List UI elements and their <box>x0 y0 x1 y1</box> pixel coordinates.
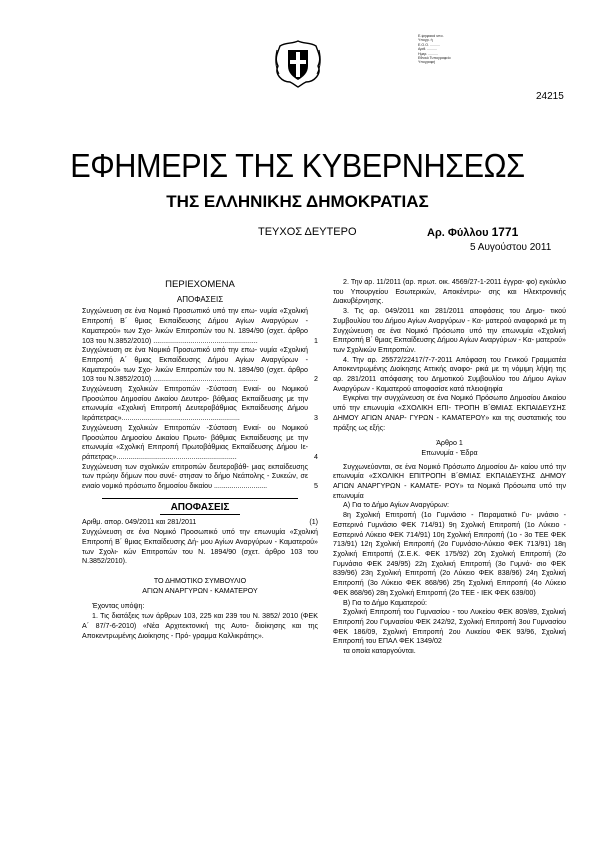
sheet-number: 1771 <box>491 225 519 239</box>
decisions-heading: ΑΠΟΦΑΣΕΙΣ <box>170 501 230 513</box>
article-paragraph-1: Συγχωνεύονται, σε ένα Νομικό Πρόσωπο Δημοσίου Δι- καίου υπό την επωνυμία «ΣΧΟΛΙΚΗ ΕΠΙΤΡΟΠΗ Β΄ΘΜΙΑΣ ΕΚΠΑΙΔΕΥΣΗΣ ΔΗΜΟΥ ΑΓΙΩΝ ΑΝΑΡΓΥΡΩΝ - ΚΑΜΑΤΕ- ΡΟΥ» τα Νομικά Πρόσωπα υπό την επωνυμία <box>333 462 566 500</box>
stamp-line: Υπογρ. ή <box>418 38 433 43</box>
stamp-line: Ε.Ο.Ο. .......... <box>418 42 440 47</box>
toc-item[interactable] <box>82 346 318 385</box>
toc-item-number: 2 <box>314 375 318 384</box>
section-divider <box>102 498 298 499</box>
toc-item[interactable] <box>82 385 318 424</box>
contents-decisions-heading: ΑΠΟΦΑΣΕΙΣ <box>176 294 224 304</box>
toc-item-text: Συγχώνευση σε ένα Νομικό Προσωπικό υπό την επω- νυμία «Σχολική Επιτροπή Β΄ θμιας Εκπαίδευσης Δήμου Αγίων Αναργύρων - Καματερού» των Σχο- λικών Επιτροπών του Ν. 1894/90 (σχετ. άρθρο 103 του Ν.3852/2010) ..................................................... <box>82 307 308 345</box>
article-paragraph-a: Α) Για το Δήμο Αγίων Αναργύρων: <box>343 501 450 510</box>
issue-label: ΤΕΥΧΟΣ ΔΕΥΤΕΡΟ <box>258 226 357 238</box>
stamp-line: Ημερ. .......... <box>418 51 439 56</box>
decision-subject: Συγχώνευση σε ένα Νομικό Προσωπικό υπό την επωνυμία «Σχολική Επιτροπή Β΄ θμιας Εκπαίδευσης Δή- μου Αγίων Αναργύρων - Καματερού» των Σχολι- κών Επιτροπών του Ν. 1894/90 (σχετ. άρθρο 103 του Ν.3852/2010). <box>82 528 318 566</box>
greek-coat-of-arms-icon <box>272 40 324 88</box>
paragraph-4: 4. Την αρ. 25572/22417/7-7-2011 Απόφαση του Γενικού Γραμματέα Αποκεντρωμένης Διοίκησης Αττικής αναφο- ρικά με τη νόμιμη λήψη της αρ. 281/2011 απόφασης του Δημοτικού Συμβουλίου του Δήμου Αγίων Αναργύρων - Καματερού αποφασίσε κατά πλειοψηφία <box>333 355 566 393</box>
toc-item-text: Συγχώνευση των σχολικών επιτροπών δευτεροβάθ- μιας εκπαίδευσης των πρώην δήμων που συνέ- στησαν το δήμο Νεάπολης - Συκεών, σε ενιαίο νομικό πρόσωπο δημοσίου δικαίου ........................... <box>82 462 308 491</box>
decision-reference <box>82 518 318 528</box>
toc-item-text: Συγχώνευση Σχολικών Επιτροπών -Σύσταση Ενιαί- ου Νομικού Προσώπου Δημοσίου Δικαίου Δευτερο- βάθμιας Εκπαίδευσης με την επωνυμία «Σχολική Επιτροπή Δευτεροβάθμιας Εκπαίδευσης Δήμου Ιεράπετρας»............................................................ <box>82 385 308 423</box>
decision-ref-text: Αριθμ. απορ. 049/2011 και 281/2011 <box>82 518 197 527</box>
article-paragraph-closing: τα οποία καταργούνται. <box>343 647 416 656</box>
toc-item[interactable] <box>82 463 318 492</box>
stamp-line: Υπογραφή <box>418 60 436 65</box>
contents-heading: ΠΕΡΙΕΧΟΜΕΝΑ <box>165 279 235 290</box>
stamp-line: Ε-ψηφιακά υπο. <box>418 34 444 38</box>
gazette-subtitle: ΤΗΣ ΕΛΛΗΝΙΚΗΣ ΔΗΜΟΚΡΑΤΙΑΣ <box>166 192 429 211</box>
stamp-line: Αριθ. .......... <box>418 47 438 52</box>
sheet-label: Αρ. Φύλλου <box>427 227 492 239</box>
toc-item-number: 4 <box>314 452 318 461</box>
stamp-line: Εθνικό Τυπογραφείο <box>418 56 451 61</box>
article-paragraph-b: Β) Για το Δήμο Καματερού: <box>343 598 427 607</box>
sheet-number-label <box>427 225 518 239</box>
paragraph-1: 1. Τις διατάξεις των άρθρων 103, 225 και 239 του Ν. 3852/ 2010 (ΦΕΚ Α΄ 87/7-6-2010) «Νέα Αρχιτεκτονική της Αυτο- διοίκησης και της Αποκεντρωμένης Διοίκησης - Πρό- γραμμα Καλλικράτης». <box>82 612 318 640</box>
considering-label: Έχοντας υπόψη: <box>92 602 145 611</box>
article-title: Επωνυμία - Έδρα <box>421 448 478 457</box>
page-number: 24215 <box>536 91 564 102</box>
toc-item[interactable] <box>82 424 318 463</box>
article-paragraph-committees-a: 8η Σχολική Επιτροπή (1ο Γυμνάσιο - Πειραματικό Γυ- μνάσιο - Εσπερινό Γυμνάσιο ΦΕΚ 714/91) 9η Σχολική Επιτροπή (1ο Λύκειο - Εσπερινό Λύκειο ΦΕΚ 714/91) 10η Σχολική Επιτροπή (1ο - 3ο ΤΕΕ ΦΕΚ 713/91) 12η Σχολική Επιτροπή (2ο Γυμνάσιο-Λύκειο ΦΕΚ 713/91) 18η Σχολική Επιτροπή (Σ.Ε.Κ. ΦΕΚ 175/92) 20η Σχολική Επιτροπή (2ο Γυμνάσιο ΦΕΚ 249/95) 22η Σχολική Επιτροπή (3ο Γυμνά- σιο ΦΕΚ 839/96) 23η Σχολική Επιτροπή (2ο Λύκειο ΦΕΚ 838/96) 24η Σχολική Επιτροπή (3ο Λύκειο ΦΕΚ 868/96) 25η Σχολική Επιτροπή (4ο Λύκειο ΦΕΚ 868/96) 28η Σχολική Επιτροπή (2ο ΤΕΕ - ΙΕΚ ΦΕΚ 639/00) <box>333 511 566 597</box>
council-line-2: ΑΓΙΩΝ ΑΝΑΡΓΥΡΩΝ - ΚΑΜΑΤΕΡΟΥ <box>142 586 258 595</box>
toc-item-number: 5 <box>314 482 318 491</box>
right-column <box>333 278 566 657</box>
table-of-contents <box>82 307 318 491</box>
heading-underline <box>160 514 240 515</box>
toc-item-number: 3 <box>314 414 318 423</box>
council-line-1: ΤΟ ΔΗΜΟΤΙΚΟ ΣΥΜΒΟΥΛΙΟ <box>153 576 247 585</box>
toc-item[interactable] <box>82 307 318 346</box>
article-paragraph-committees-b: Σχολική Επιτροπή του Γυμνασίου - του Λυκείου ΦΕΚ 809/89, Σχολική Επιτροπή 2ου Γυμνασίου ΦΕΚ 242/92, Σχολική Επιτροπή 3ου Γυμνασίου ΦΕΚ 186/09, Σχολική Επιτροπή 2ου Λυκείου ΦΕΚ 93/96, Σχολική Επιτροπή του ΕΠΑΛ ΦΕΚ 1349/02 <box>333 608 566 646</box>
toc-item-number: 1 <box>314 336 318 345</box>
issue-date: 5 Αυγούστου 2011 <box>470 242 552 253</box>
left-column <box>82 278 318 641</box>
gazette-title: ΕΦΗΜΕΡΙΣ ΤΗΣ ΚΥΒΕΡΝΗΣΕΩΣ <box>70 147 525 184</box>
approval-paragraph: Εγκρίνει την συγχώνευση σε ένα Νομικό Πρόσωπο Δημοσίου Δικαίου υπό την επωνυμία «ΣΧΟΛΙΚΗ ΕΠΙ- ΤΡΟΠΗ Β΄ΘΜΙΑΣ ΕΚΠΑΙΔΕΥΣΗΣ ΔΗΜΟΥ ΑΓΙΩΝ ΑΝΑΡ- ΓΥΡΩΝ - ΚΑΜΑΤΕΡΟΥ» και της συστατικής του πράξης ως εξής: <box>333 394 566 432</box>
decision-ref-number: (1) <box>309 518 318 527</box>
article-number: Άρθρο 1 <box>436 439 463 448</box>
paragraph-2: 2. Την αρ. 11/2011 (αρ. πρωτ. οικ. 4569/27-1-2011 έγγρα- φο) εγκύκλιο του Υπουργείου Εσωτερικών, Αποκέντρω- σης και Ηλεκτρονικής Διακυβέρνησης. <box>333 278 566 306</box>
council-heading <box>82 577 318 596</box>
digital-signature-stamp <box>418 34 474 65</box>
toc-item-text: Συγχώνευση σε ένα Νομικό Προσωπικό υπό την επω- νυμία «Σχολική Επιτροπή Α΄ θμιας Εκπαίδευσης Δήμου Αγίων Αναργύρων - Καματερού» των Σχο- λικών Επιτροπών του Ν. 1894/90 (σχετ. άρθρο 103 του Ν.3852/2010) ..................................................... <box>82 346 308 384</box>
toc-item-text: Συγχώνευση Σχολικών Επιτροπών -Σύσταση Ενιαί- ου Νομικού Προσώπου Δημοσίου Δικαίου Πρωτο- βάθμιας Εκπαίδευσης με την επωνυμία «Σχολική Επιτροπή Πρωτοβάθμιας Εκπαίδευσης Δήμου Ιε- ράπετρας»............................................................. <box>82 423 308 461</box>
paragraph-3: 3. Τις αρ. 049/2011 και 281/2011 αποφάσεις του Δημο- τικού Συμβουλίου του Δήμου Αγίων Αναργύρων - Κα- ματερού αναφορικά με τη Συγχώνευση σε ένα Νομικό Πρόσωπο υπό την επωνυμία «Σχολική Επιτροπή Β΄ θμιας Εκπαίδευσης Δήμου Αγίων Αναργύρων - Κα- ματερού» των Σχολικών Επιτροπών. <box>333 307 566 354</box>
